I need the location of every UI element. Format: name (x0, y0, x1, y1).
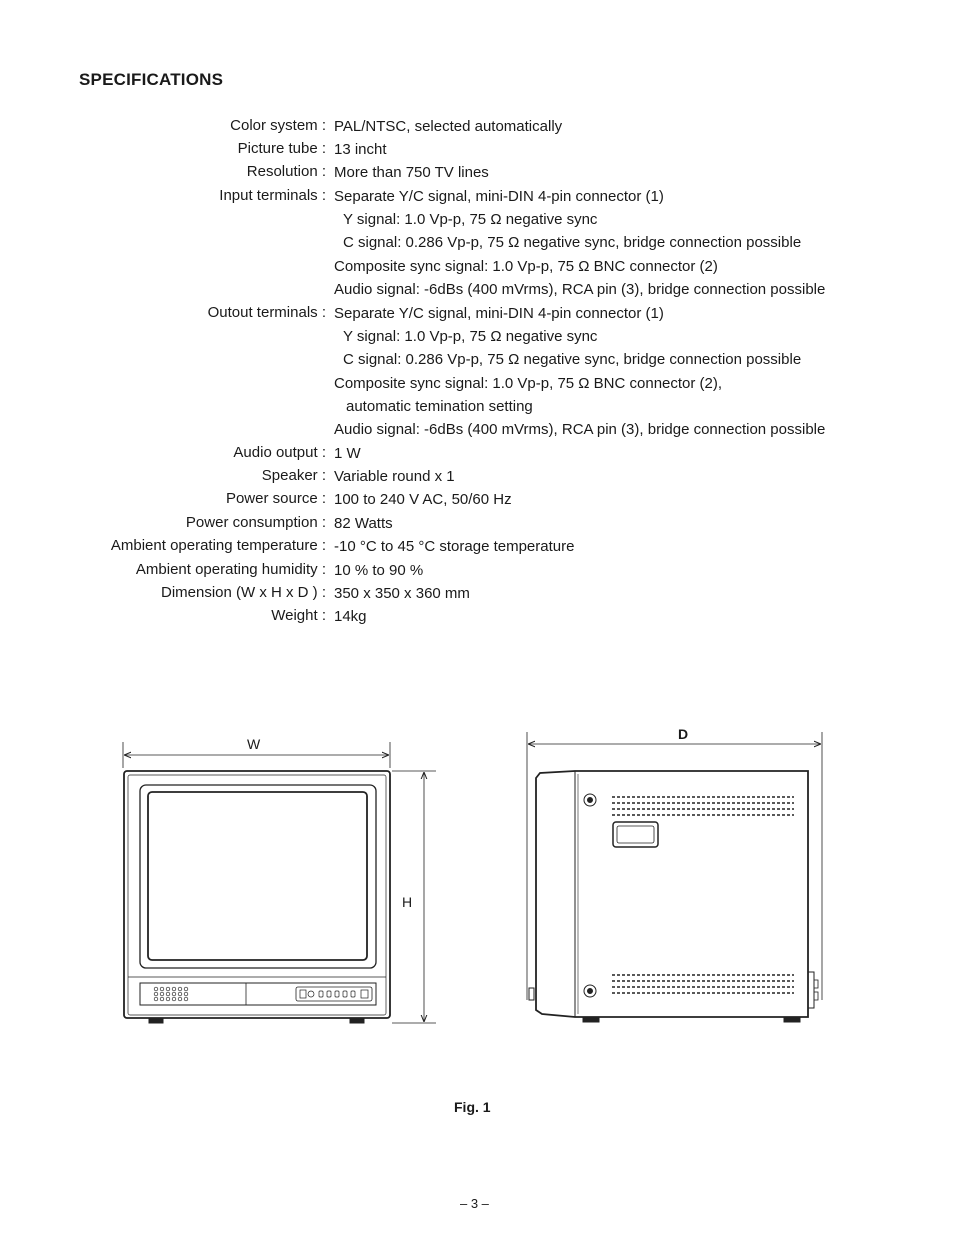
height-dimension-label: H (402, 894, 413, 910)
spec-value: Composite sync signal: 1.0 Vp-p, 75 Ω BNC connector (2), (334, 375, 723, 392)
spec-value: Audio signal: -6dBs (400 mVrms), RCA pin (3), bridge connection possible (334, 421, 826, 438)
spec-value: 100 to 240 V AC, 50/60 Hz (334, 491, 512, 508)
spec-value: Variable round x 1 (334, 468, 455, 485)
spec-label: Outout terminals : (207, 304, 326, 321)
monitor-front-view (123, 742, 436, 1023)
spec-value: 82 Watts (334, 515, 393, 532)
spec-label: Power source : (225, 490, 326, 507)
spec-value: Audio signal: -6dBs (400 mVrms), RCA pin (3), bridge connection possible (334, 281, 826, 298)
spec-value: Separate Y/C signal, mini-DIN 4-pin connector (1) (334, 188, 664, 205)
spec-label: Resolution : (246, 163, 326, 180)
spec-value: 10 % to 90 % (334, 562, 424, 579)
spec-value: 350 x 350 x 360 mm (334, 585, 470, 602)
spec-value: -10 °C to 45 °C storage temperature (334, 538, 575, 555)
spec-label: Speaker : (261, 467, 326, 484)
spec-value: Composite sync signal: 1.0 Vp-p, 75 Ω BNC connector (2) (334, 258, 718, 275)
spec-value: automatic temination setting (346, 398, 533, 415)
spec-value: More than 750 TV lines (334, 164, 489, 181)
spec-value: PAL/NTSC, selected automatically (334, 118, 563, 135)
spec-value: Separate Y/C signal, mini-DIN 4-pin connector (1) (334, 305, 664, 322)
spec-label: Input terminals : (219, 187, 326, 204)
page-number: – 3 – (460, 1196, 489, 1211)
spec-value: 14kg (334, 608, 367, 625)
spec-label: Ambient operating humidity : (135, 561, 326, 578)
spec-label: Power consumption : (185, 514, 326, 531)
width-dimension-label: W (247, 736, 261, 752)
spec-label: Dimension (W x H x D ) : (160, 584, 326, 601)
spec-value: 13 incht (334, 141, 387, 158)
spec-label: Ambient operating temperature : (110, 537, 326, 554)
spec-label: Weight : (271, 607, 326, 624)
spec-label: Picture tube : (237, 140, 326, 157)
spec-value: C signal: 0.286 Vp-p, 75 Ω negative sync, bridge connection possible (343, 234, 802, 251)
spec-value: Y signal: 1.0 Vp-p, 75 Ω negative sync (343, 211, 598, 228)
spec-label: Audio output : (233, 444, 326, 461)
spec-value: C signal: 0.286 Vp-p, 75 Ω negative sync, bridge connection possible (343, 351, 802, 368)
figure-caption: Fig. 1 (454, 1099, 491, 1115)
spec-value: Y signal: 1.0 Vp-p, 75 Ω negative sync (343, 328, 598, 345)
depth-dimension-label: D (678, 726, 689, 742)
spec-value: 1 W (334, 445, 361, 462)
spec-label: Color system : (230, 117, 326, 134)
page-title: SPECIFICATIONS (79, 70, 224, 89)
monitor-side-view (527, 732, 822, 1022)
